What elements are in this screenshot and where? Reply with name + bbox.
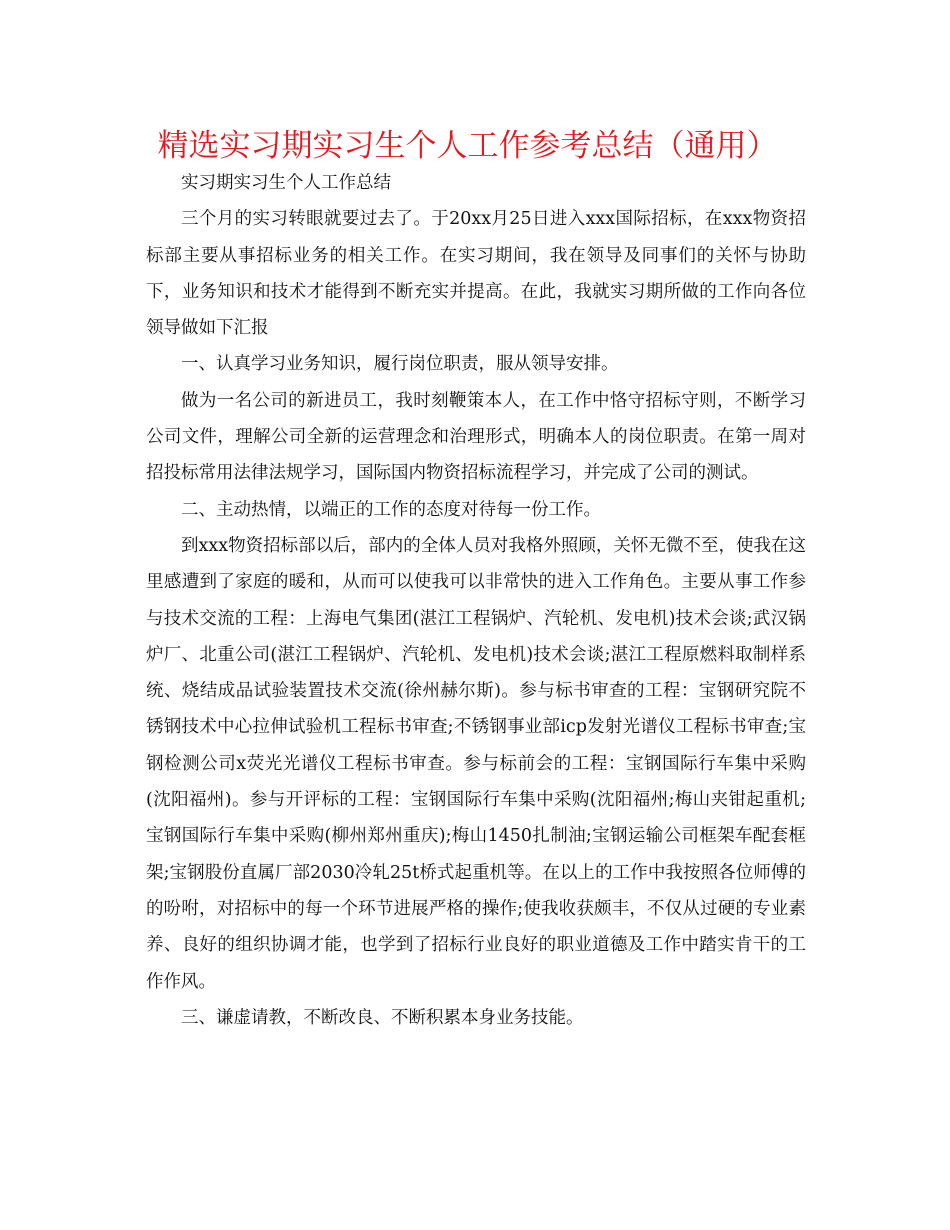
intro-paragraph: 三个月的实习转眼就要过去了。于20xx月25日进入xxx国际招标，在xxx物资招标部主要从事招标业务的相关工作。在实习期间，我在领导及同事们的关怀与协助下，业务知识和技术才能得到不断充实并提高。在此，我就实习期所做的工作向各位领导做如下汇报 xyxy=(146,209,806,339)
document-body xyxy=(146,165,806,1036)
section-heading-3: 三、谦虚请教，不断改良、不断积累本身业务技能。 xyxy=(181,1007,584,1028)
section-heading-1: 一、认真学习业务知识，履行岗位职责，服从领导安排。 xyxy=(181,354,619,375)
section-heading-2: 二、主动热情，以端正的工作的态度对待每一份工作。 xyxy=(181,499,601,520)
subtitle-paragraph: 实习期实习生个人工作总结 xyxy=(181,173,391,193)
section-1-paragraph: 做为一名公司的新进员工，我时刻鞭策本人，在工作中恪守招标守则，不断学习公司文件，理解公司全新的运营理念和治理形式，明确本人的岗位职责。在第一周对招投标常用法律法规学习，国际国内物资招标流程学习，并完成了公司的测试。 xyxy=(146,390,806,484)
section-2-paragraph: 到xxx物资招标部以后，部内的全体人员对我格外照顾，关怀无微不至，使我在这里感遭到了家庭的暖和，从而可以使我可以非常快的进入工作角色。主要从事工作参与技术交流的工程：上海电气集团(湛江工程锅炉、汽轮机、发电机)技术会谈;武汉锅炉厂、北重公司(湛江工程锅炉、汽轮机、发电机)技术会谈;湛江工程原燃料取制样系统、烧结成品试验装置技术交流(徐州赫尔斯)。参与标书审查的工程：宝钢研究院不锈钢技术中心拉伸试验机工程标书审查;不锈钢事业部icp发射光谱仪工程标书审查;宝钢检测公司x荧光光谱仪工程标书审查。参与标前会的工程：宝钢国际行车集中采购(沈阳福州)。参与开评标的工程：宝钢国际行车集中采购(沈阳福州;梅山夹钳起重机;宝钢国际行车集中采购(柳州郑州重庆);梅山1450扎制油;宝钢运输公司框架车配套框架;宝钢股份直属厂部2030冷轧25t桥式起重机等。在以上的工作中我按照各位师傅的的吩咐，对招标中的每一个环节进展严格的操作;使我收获颇丰，不仅从过硬的专业素养、良好的组织协调才能，也学到了招标行业良好的职业道德及工作中踏实肯干的工作作风。 xyxy=(146,535,806,992)
page-title: 精选实习期实习生个人工作参考总结（通用） xyxy=(157,128,778,164)
